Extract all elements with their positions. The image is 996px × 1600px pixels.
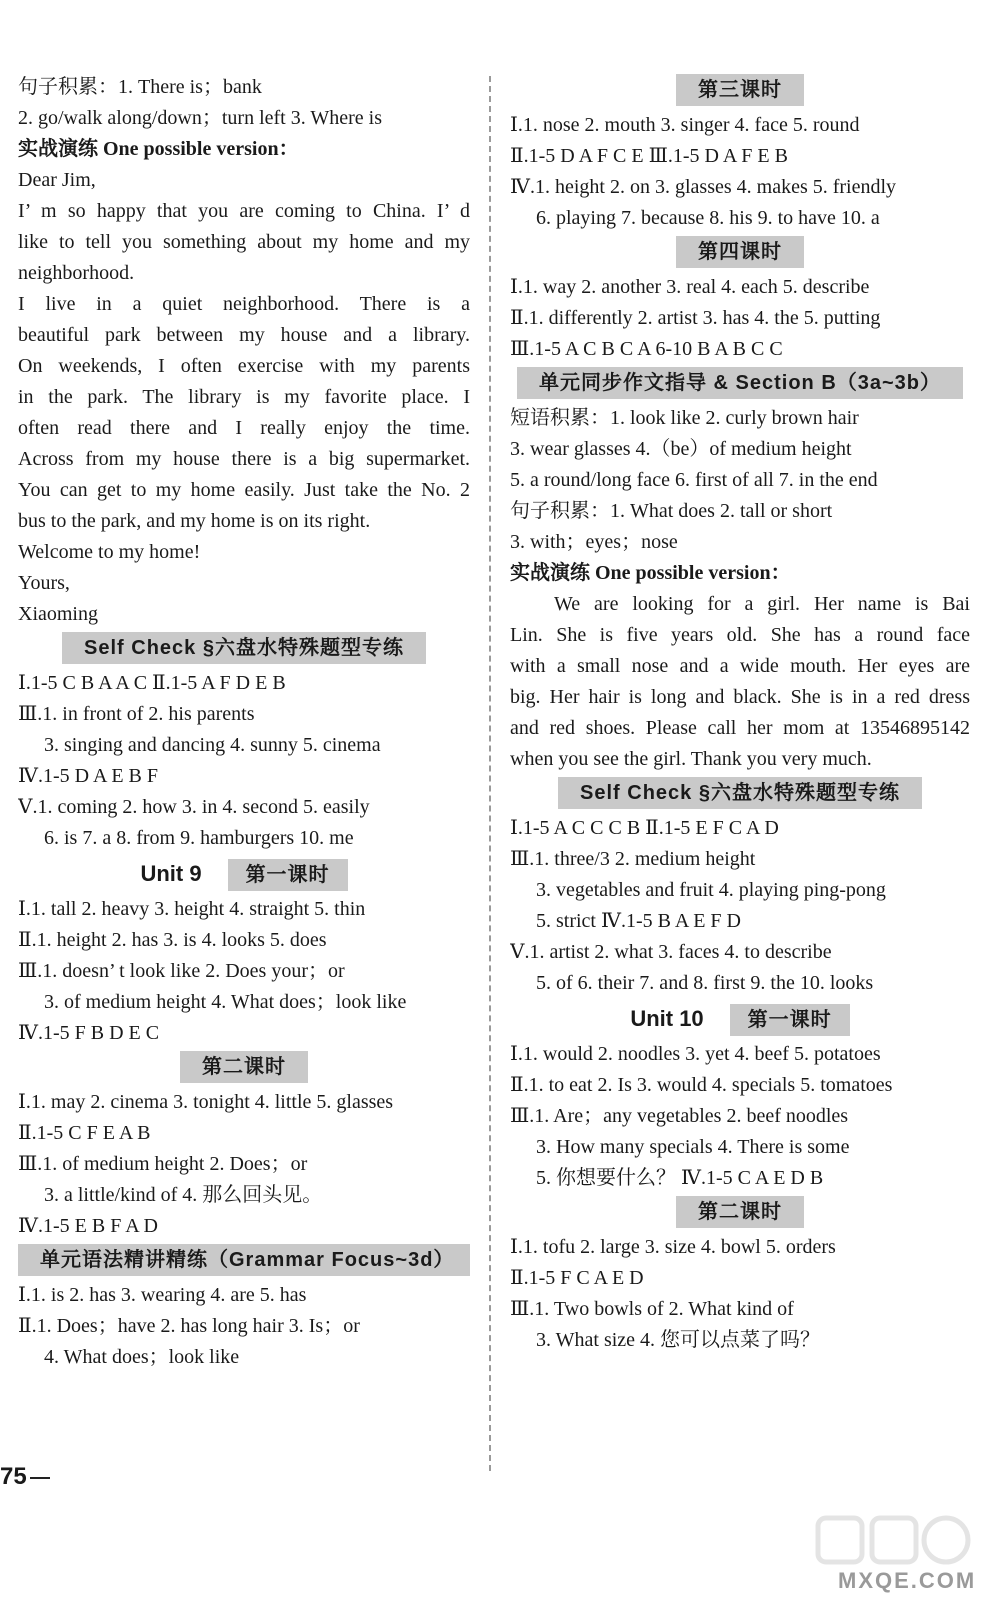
- essay-line: big. Her hair is long and black. She is in a red dress: [510, 686, 970, 708]
- answer-line: Ⅲ.1. three/3 2. medium height: [510, 848, 756, 870]
- answer-line: Ⅰ.1. tofu 2. large 3. size 4. bowl 5. orders: [510, 1236, 836, 1258]
- answer-line: Ⅱ.1. Does；have 2. has long hair 3. Is；or: [18, 1315, 360, 1337]
- answer-line: 2. go/walk along/down；turn left 3. Where is: [18, 107, 383, 129]
- answer-line: 句子积累：1. What does 2. tall or short: [510, 500, 833, 522]
- answer-line: Ⅱ.1-5 F C A E D: [510, 1267, 644, 1289]
- unit-header: [18, 856, 470, 892]
- answer-line: Ⅲ.1. in front of 2. his parents: [18, 703, 255, 725]
- essay-line: like to tell you something about my home and my: [18, 231, 470, 253]
- answer-line: 3. of medium height 4. What does；look like: [44, 991, 407, 1013]
- answer-line: Ⅲ.1. Are；any vegetables 2. beef noodles: [510, 1105, 849, 1127]
- answer-line: Ⅲ.1. Two bowls of 2. What kind of: [510, 1298, 794, 1320]
- essay-line: often read there and I really enjoy the time.: [18, 417, 470, 439]
- answer-line: Ⅳ.1-5 F B D E C: [18, 1022, 160, 1044]
- essay-line: with a small nose and a wide mouth. Her eyes are: [510, 655, 970, 677]
- essay-line: and red shoes. Please call her mom at 13546895142: [510, 717, 970, 739]
- section-banner-label: 第二课时: [676, 1196, 804, 1228]
- answer-line: Ⅴ.1. artist 2. what 3. faces 4. to describe: [510, 941, 832, 963]
- answer-line: 3. How many specials 4. There is some: [536, 1136, 850, 1158]
- essay-line: bus to the park, and my home is on its right.: [18, 510, 371, 532]
- answer-line: Xiaoming: [18, 603, 98, 625]
- answer-line: 3. singing and dancing 4. sunny 5. cinema: [44, 734, 381, 756]
- section-banner: [510, 236, 970, 270]
- answer-line: 短语积累：1. look like 2. curly brown hair: [510, 407, 859, 429]
- section-heading: 实战演练 One possible version：: [510, 562, 791, 584]
- lesson-banner-label: 第一课时: [730, 1004, 850, 1036]
- answer-line: Ⅱ.1-5 D A F C E Ⅲ.1-5 D A F E B: [510, 145, 788, 167]
- answer-line: 3. with；eyes；nose: [510, 531, 678, 553]
- section-banner-label: 第二课时: [180, 1051, 308, 1083]
- section-banner: [510, 1196, 970, 1230]
- answer-line: Ⅲ.1. of medium height 2. Does；or: [18, 1153, 308, 1175]
- section-banner: [18, 1051, 470, 1085]
- section-banner-label: Self Check §六盘水特殊题型专练: [62, 632, 426, 664]
- answer-line: Ⅱ.1. height 2. has 3. is 4. looks 5. does: [18, 929, 327, 951]
- section-banner-label: Self Check §六盘水特殊题型专练: [558, 777, 922, 809]
- answer-line: 3. vegetables and fruit 4. playing ping-pong: [536, 879, 886, 901]
- section-heading: 实战演练 One possible version：: [18, 138, 299, 160]
- answer-line: Ⅰ.1. would 2. noodles 3. yet 4. beef 5. potatoes: [510, 1043, 881, 1065]
- answer-line: Ⅰ.1-5 C B A A C Ⅱ.1-5 A F D E B: [18, 672, 286, 694]
- essay-paragraph: [18, 289, 470, 537]
- essay-line: neighborhood.: [18, 262, 135, 284]
- answer-line: Ⅱ.1. to eat 2. Is 3. would 4. specials 5. tomatoes: [510, 1074, 893, 1096]
- answer-line: Welcome to my home!: [18, 541, 201, 563]
- answer-line: 5. of 6. their 7. and 8. first 9. the 10. looks: [536, 972, 874, 994]
- answer-line: Ⅰ.1. tall 2. heavy 3. height 4. straight 5. thin: [18, 898, 366, 920]
- essay-line: Across from my house there is a big supermarket.: [18, 448, 470, 470]
- essay-line: I’ m so happy that you are coming to China. I’ d: [18, 200, 470, 222]
- answer-line: 3. wear glasses 4.（be）of medium height: [510, 438, 852, 460]
- section-banner: [510, 777, 970, 811]
- essay-paragraph: [510, 589, 970, 775]
- section-banner: [18, 1244, 470, 1278]
- answer-line: Ⅳ.1. height 2. on 3. glasses 4. makes 5. friendly: [510, 176, 897, 198]
- section-banner: [510, 74, 970, 108]
- essay-line: beautiful park between my house and a library.: [18, 324, 470, 346]
- essay-line: when you see the girl. Thank you very much.: [510, 748, 872, 770]
- answer-line: Ⅲ.1-5 A C B C A 6-10 B A B C C: [510, 338, 783, 360]
- answer-line: Ⅰ.1-5 A C C C B Ⅱ.1-5 E F C A D: [510, 817, 779, 839]
- section-banner-label: 第四课时: [676, 236, 804, 268]
- section-banner-label: 单元同步作文指导 & Section B（3a~3b）: [517, 367, 963, 399]
- answer-line: 5. a round/long face 6. first of all 7. in the end: [510, 469, 878, 491]
- answer-line: 6. playing 7. because 8. his 9. to have 10. a: [536, 207, 880, 229]
- essay-line: Lin. She is five years old. She has a round face: [510, 624, 970, 646]
- essay-paragraph: [18, 196, 470, 289]
- answer-line: Ⅱ.1-5 C F E A B: [18, 1122, 151, 1144]
- answer-line: Yours,: [18, 572, 70, 594]
- section-banner-label: 单元语法精讲精练（Grammar Focus~3d）: [18, 1244, 470, 1276]
- answer-line: Ⅳ.1-5 D A E B F: [18, 765, 158, 787]
- answer-line: 3. What size 4. 您可以点菜了吗？: [536, 1329, 821, 1351]
- answer-line: 句子积累：1. There is；bank: [18, 76, 262, 98]
- answer-line: Ⅴ.1. coming 2. how 3. in 4. second 5. easily: [18, 796, 370, 818]
- essay-line: I live in a quiet neighborhood. There is a: [18, 293, 470, 315]
- unit-header: [510, 1001, 970, 1037]
- essay-line: On weekends, I often exercise with my parents: [18, 355, 470, 377]
- answer-line: Ⅰ.1. is 2. has 3. wearing 4. are 5. has: [18, 1284, 307, 1306]
- lesson-banner-label: 第一课时: [228, 859, 348, 891]
- answer-line: Dear Jim,: [18, 169, 96, 191]
- answer-line: Ⅰ.1. may 2. cinema 3. tonight 4. little 5. glasses: [18, 1091, 394, 1113]
- unit-title: Unit 10: [630, 1006, 704, 1031]
- answer-line: 5. 你想要什么？ Ⅳ.1-5 C A E D B: [536, 1167, 824, 1189]
- watermark-text: MXQE.COM: [838, 1568, 977, 1593]
- page-number: 75: [0, 1463, 27, 1490]
- answer-line: Ⅱ.1. differently 2. artist 3. has 4. the 5. putting: [510, 307, 881, 329]
- answer-line: Ⅲ.1. doesn’ t look like 2. Does your；or: [18, 960, 345, 982]
- column-divider: [489, 76, 491, 1471]
- section-banner-label: 第三课时: [676, 74, 804, 106]
- right-column: [510, 72, 970, 1356]
- left-column: [18, 72, 470, 1373]
- essay-line: in the park. The library is my favorite place. I: [18, 386, 470, 408]
- answer-line: 5. strict Ⅳ.1-5 B A E F D: [536, 910, 741, 932]
- answer-line: 4. What does；look like: [44, 1346, 240, 1368]
- section-banner: [18, 632, 470, 666]
- answer-line: 6. is 7. a 8. from 9. hamburgers 10. me: [44, 827, 354, 849]
- answer-line: Ⅳ.1-5 E B F A D: [18, 1215, 158, 1237]
- answer-line: Ⅰ.1. nose 2. mouth 3. singer 4. face 5. round: [510, 114, 860, 136]
- essay-line: You can get to my home easily. Just take the No. 2: [18, 479, 470, 501]
- section-banner: [510, 367, 970, 401]
- answer-line: 3. a little/kind of 4. 那么回头见。: [44, 1184, 323, 1206]
- unit-title: Unit 9: [140, 861, 202, 886]
- page-number-dash: [30, 1477, 50, 1479]
- essay-line: We are looking for a girl. Her name is Bai: [554, 593, 970, 615]
- answer-line: Ⅰ.1. way 2. another 3. real 4. each 5. describe: [510, 276, 870, 298]
